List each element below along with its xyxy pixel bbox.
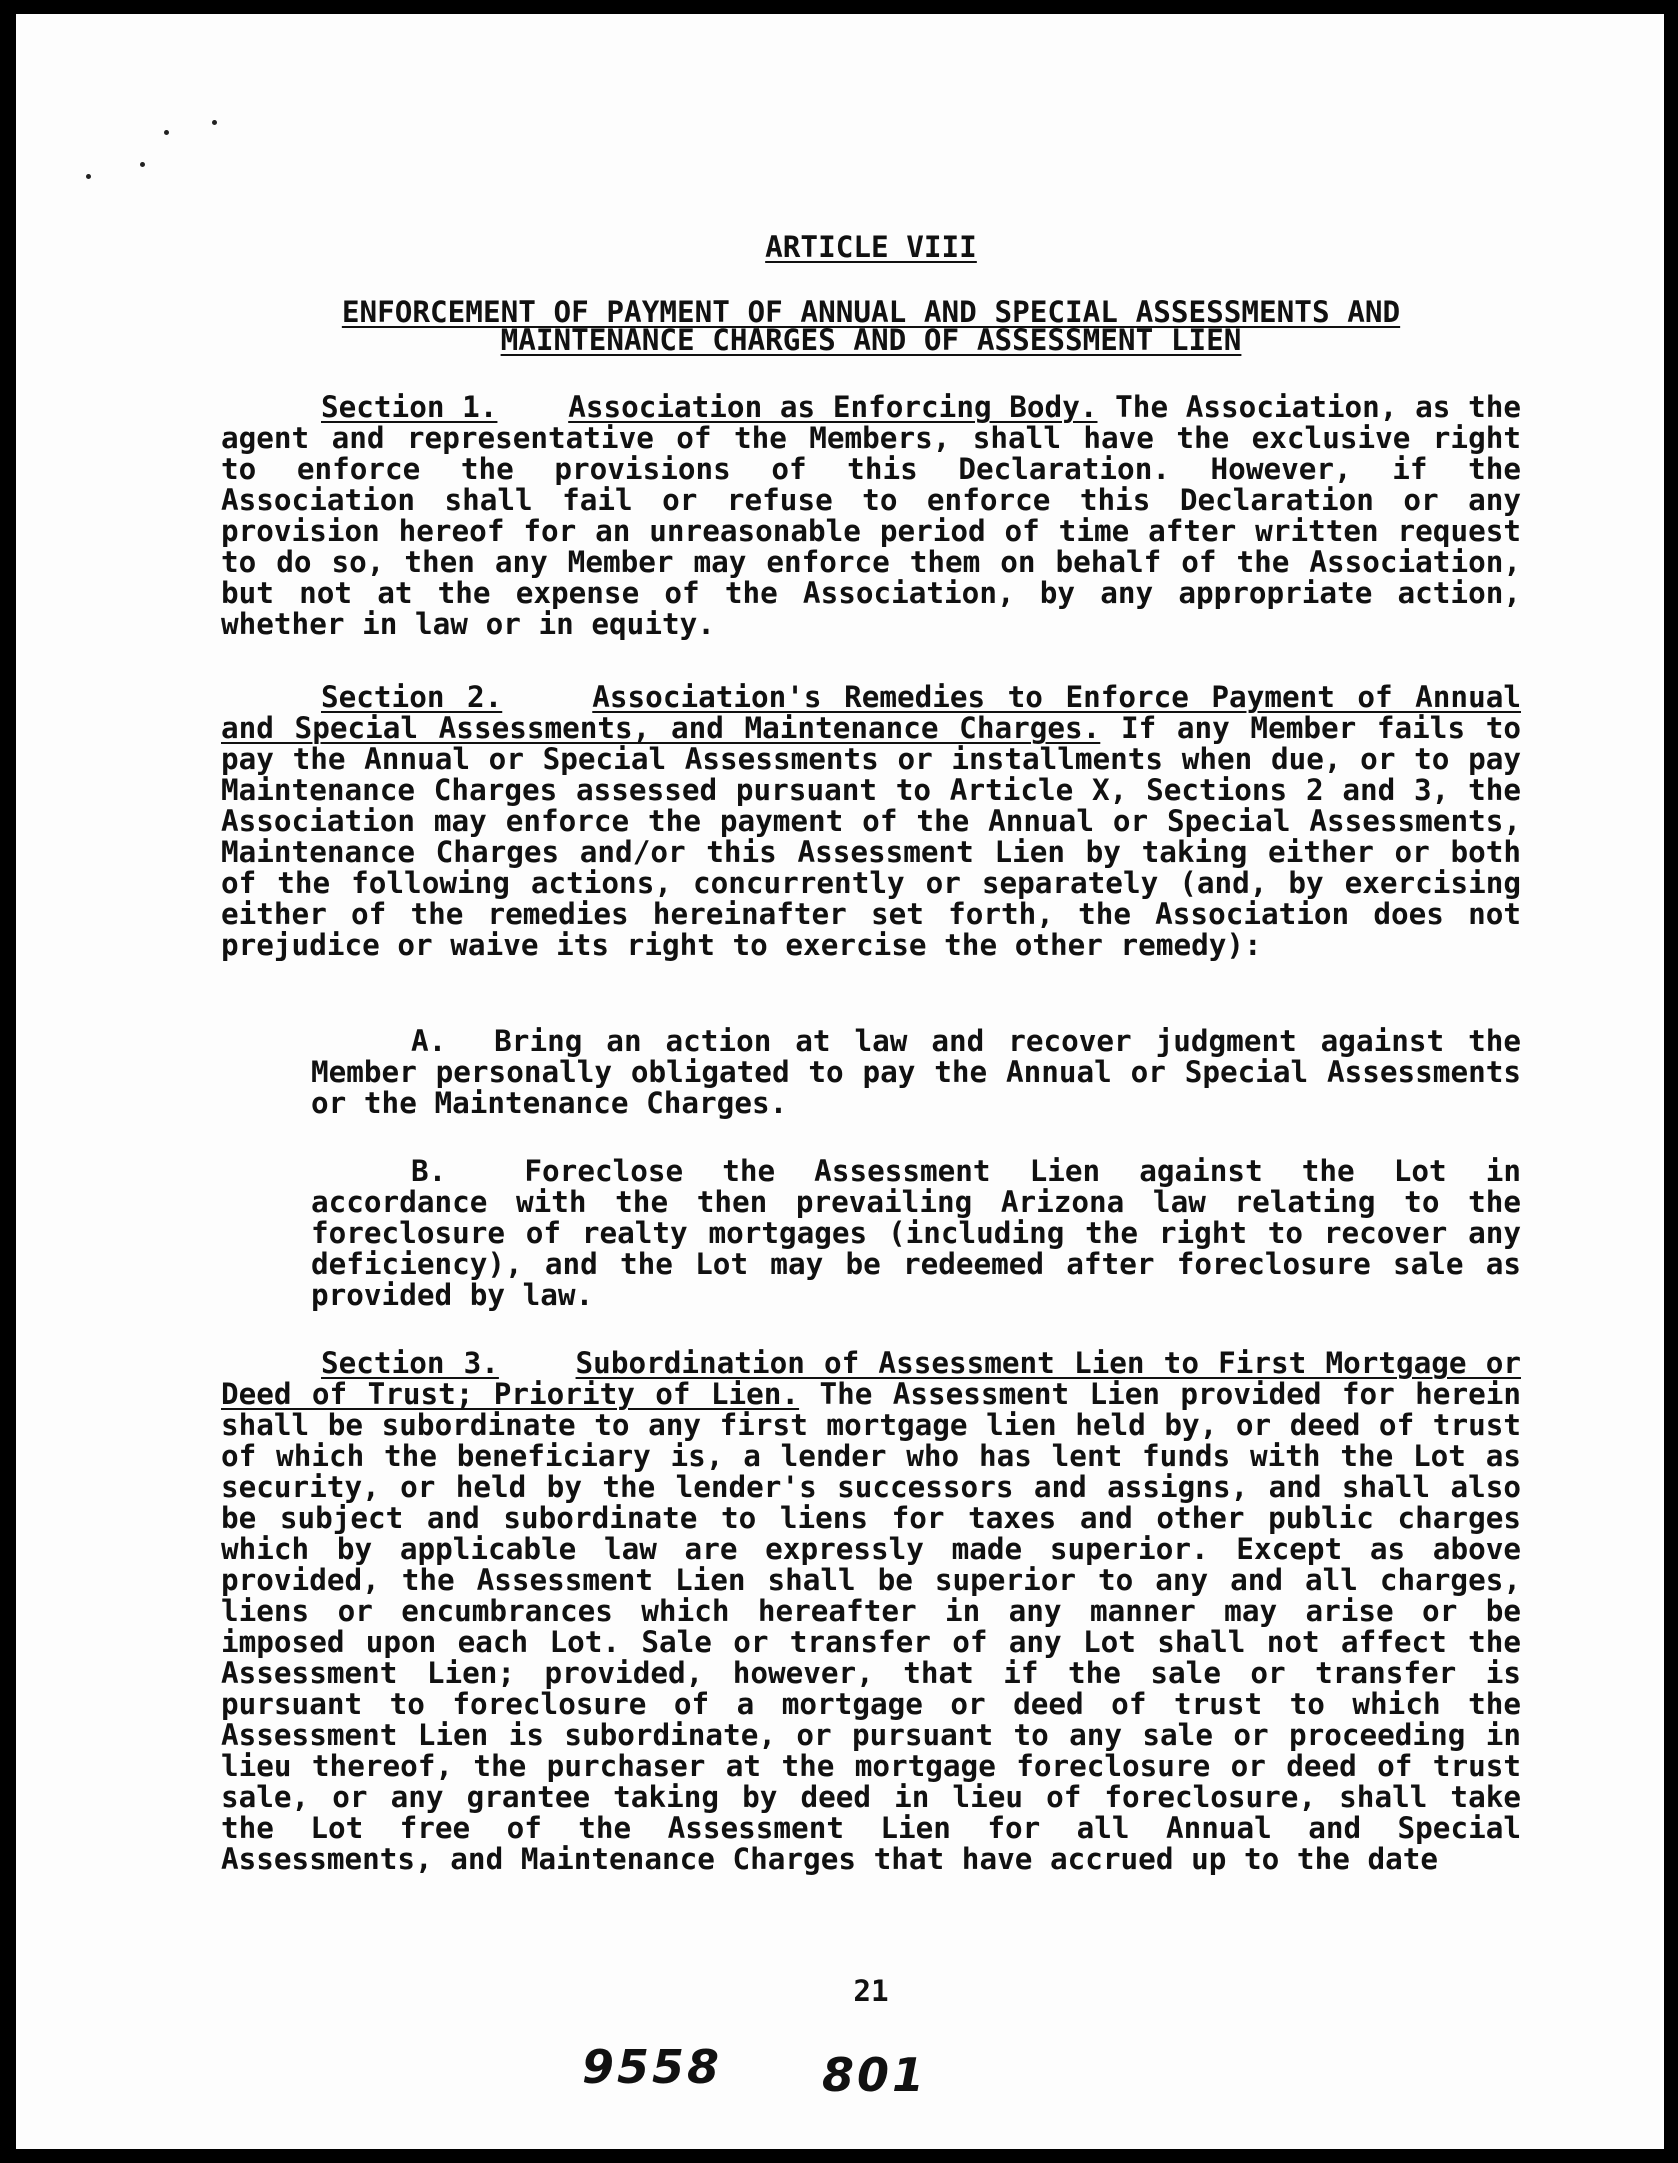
article-title-text: ARTICLE VIII [765, 230, 977, 264]
subtitle-line-2: MAINTENANCE CHARGES AND OF ASSESSMENT LIEN [500, 323, 1242, 357]
section-3 [221, 1348, 1521, 1875]
page-number-text: 21 [853, 1974, 889, 2008]
section-heading: Subordination of Assessment Lien to First Mortgage or Deed of Trust; Priority of Lien. [221, 1346, 1521, 1411]
document-page [16, 14, 1664, 2149]
scan-speck [86, 174, 91, 179]
scan-speck [164, 130, 169, 135]
section-heading: Association as Enforcing Body. [568, 390, 1098, 424]
article-title [221, 232, 1521, 263]
section-label: Section 1. [321, 390, 498, 424]
remedy-marker: B. [411, 1154, 447, 1188]
subtitle-line-1: ENFORCEMENT OF PAYMENT OF ANNUAL AND SPECIAL ASSESSMENTS AND [341, 295, 1401, 329]
section-body: If any Member fails to pay the Annual or Special Assessments or installments when due, or to pay Maintenance Charges assessed pursuant to Article X, Sections 2 and 3, the Association may enforce the payment of the Annual or Special Assessments, Maintenance Charges and/or this Assessment Lien by taking either or both of the following actions, concurrently or separately (and, by exercising either of the remedies hereinafter set forth, the Association does not prejudice or waive its right to exercise the other remedy): [221, 711, 1522, 962]
article-subtitle [221, 295, 1521, 357]
section-label: Section 2. [321, 680, 503, 714]
handwritten-number-right: 801 [822, 2048, 928, 2102]
remedy-marker: A. [411, 1024, 447, 1058]
section-body: The Association, as the agent and representative of the Members, shall have the exclusive right to enforce the provisions of this Declaration. However, if the Association shall fail or refuse to enforce this Declaration or any provision hereof for an unreasonable period of time after written request to do so, then any Member may enforce them on behalf of the Association, but not at the expense of the Association, by any appropriate action, whether in law or in equity. [221, 390, 1521, 641]
page-number [221, 1976, 1521, 2007]
remedy-text: Foreclose the Assessment Lien against the Lot in accordance with the then prevailing Arizona law relating to the foreclosure of realty mortgages (including the right to recover any deficiency), and the Lot may be redeemed after foreclosure sale as provided by law. [311, 1154, 1521, 1312]
remedy-a [311, 1026, 1521, 1119]
remedy-text: Bring an action at law and recover judgment against the Member personally obligated to pay the Annual or Special Assessments or the Maintenance Charges. [311, 1024, 1521, 1120]
remedy-b [311, 1156, 1521, 1311]
section-label: Section 3. [321, 1346, 499, 1380]
section-heading: Association's Remedies to Enforce Payment of Annual and Special Assessments, and Maintenance Charges. [221, 680, 1521, 745]
section-2 [221, 682, 1521, 961]
scan-speck [212, 120, 217, 125]
scan-speck [140, 162, 145, 167]
section-body: The Assessment Lien provided for herein shall be subordinate to any first mortgage lien held by, or deed of trust of which the beneficiary is, a lender who has lent funds with the Lot as security, or held by the lender's successors and assigns, and shall also be subject and subordinate to liens for taxes and other public charges which by applicable law are expressly made superior. Except as above provided, the Assessment Lien shall be superior to any and all charges, liens or encumbrances which hereafter in any manner may arise or be imposed upon each Lot. Sale or transfer of any Lot shall not affect the Assessment Lien; provided, however, that if the sale or transfer is pursuant to foreclosure of a mortgage or deed of trust to which the Assessment Lien is subordinate, or pursuant to any sale or proceeding in lieu thereof, the purchaser at the mortgage foreclosure or deed of trust sale, or any grantee taking by deed in lieu of foreclosure, shall take the Lot free of the Assessment Lien for all Annual and Special Assessments, and Maintenance Charges that have accrued up to the date [221, 1377, 1521, 1876]
section-1 [221, 392, 1521, 640]
handwritten-number-left: 9558 [582, 2040, 723, 2094]
